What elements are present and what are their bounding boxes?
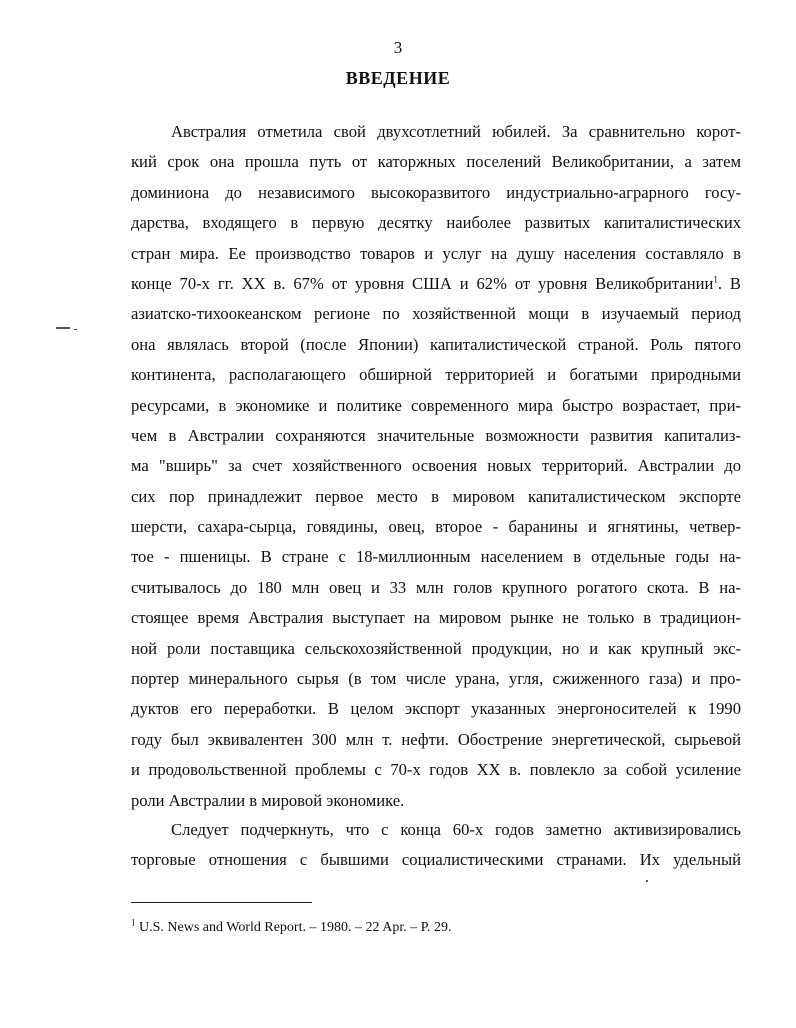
page-number: 3 [393,38,403,57]
footnote-text: U.S. News and World Report. – 1980. – 22 Apr. – P. 29. [139,920,452,935]
text-line: стоящее время Австралия выступает на мировом рынке не только в традицион- [131,608,741,628]
section-title: ВВЕДЕНИЕ [345,68,451,88]
footnote-marker: 1 [131,917,136,928]
text-line: и продовольственной проблемы с 70-х годов XX в. повлекло за собой усиление [131,760,741,780]
text-line-main: конце 70-х гг. XX в. 67% от уровня США и 62% от уровня Великобритании [131,273,714,293]
footnote [131,917,452,936]
text-line: доминиона до независимого высокоразвитого индустриально-аграрного госу- [131,182,741,202]
text-line: роли Австралии в мировой экономике. [131,790,405,810]
text-line: стран мира. Ее производство товаров и услуг на душу населения составляло в [131,243,741,263]
text-line: Австралия отметила свой двухсотлетний юбилей. За сравнительно корот- [171,122,741,141]
text-line: дуктов его переработки. В целом экспорт указанных энергоносителей к 1990 [131,699,741,719]
text-line-with-footnote [131,269,741,299]
paragraph-trade [131,815,741,876]
text-line: чем в Австралии сохраняются значительные возможности развития капитализ- [131,425,741,445]
text-line: торговые отношения с бывшими социалистическими странами. Их удельный [131,850,741,870]
text-line: сих пор принадлежит первое место в мировом капиталистическом экспорте [131,486,741,506]
text-line-tail: . В [717,273,742,293]
text-line: ресурсами, в экономике и политике современного мира быстро возрастает, при- [131,395,741,415]
text-line: тое - пшеницы. В стране с 18-миллионным населением в отдельные годы на- [131,547,741,567]
text-line: Следует подчеркнуть, что с конца 60-х годов заметно активизировались [171,820,741,839]
text-line: дарства, входящего в первую десятку наиболее развитых капиталистических [131,213,741,233]
text-line: портер минерального сырья (в том числе урана, угля, сжиженного газа) и про- [131,669,741,689]
text-line: кий срок она прошла путь от каторжных поселений Великобритании, а затем [131,152,741,172]
text-line: ма "вширь" за счет хозяйственного освоения новых территорий. Австралии до [131,456,741,476]
paragraph-intro [131,117,741,816]
text-line: континента, располагающего обширной территорией и богатыми природными [131,365,741,385]
text-line: шерсти, сахара-сырца, говядины, овец, второе - баранины и ягнятины, четвер- [131,517,741,537]
footnote-divider [131,902,312,903]
text-line: азиатско-тихоокеанском регионе по хозяйственной мощи в изучаемый период [131,304,741,324]
text-line: считывалось до 180 млн овец и 33 млн голов крупного рогатого скота. В на- [131,577,741,597]
text-line: ной роли поставщика сельскохозяйственной продукции, но и как крупный экс- [131,638,741,658]
scan-speck [646,880,648,882]
scan-speck [74,329,77,330]
footnote-ref[interactable]: 1 [713,274,718,285]
text-line: году был эквивалентен 300 млн т. нефти. Обострение энергетической, сырьевой [131,729,741,749]
text-line: она являлась второй (после Японии) капиталистической страной. Роль пятого [131,334,741,354]
scan-speck [56,327,70,329]
